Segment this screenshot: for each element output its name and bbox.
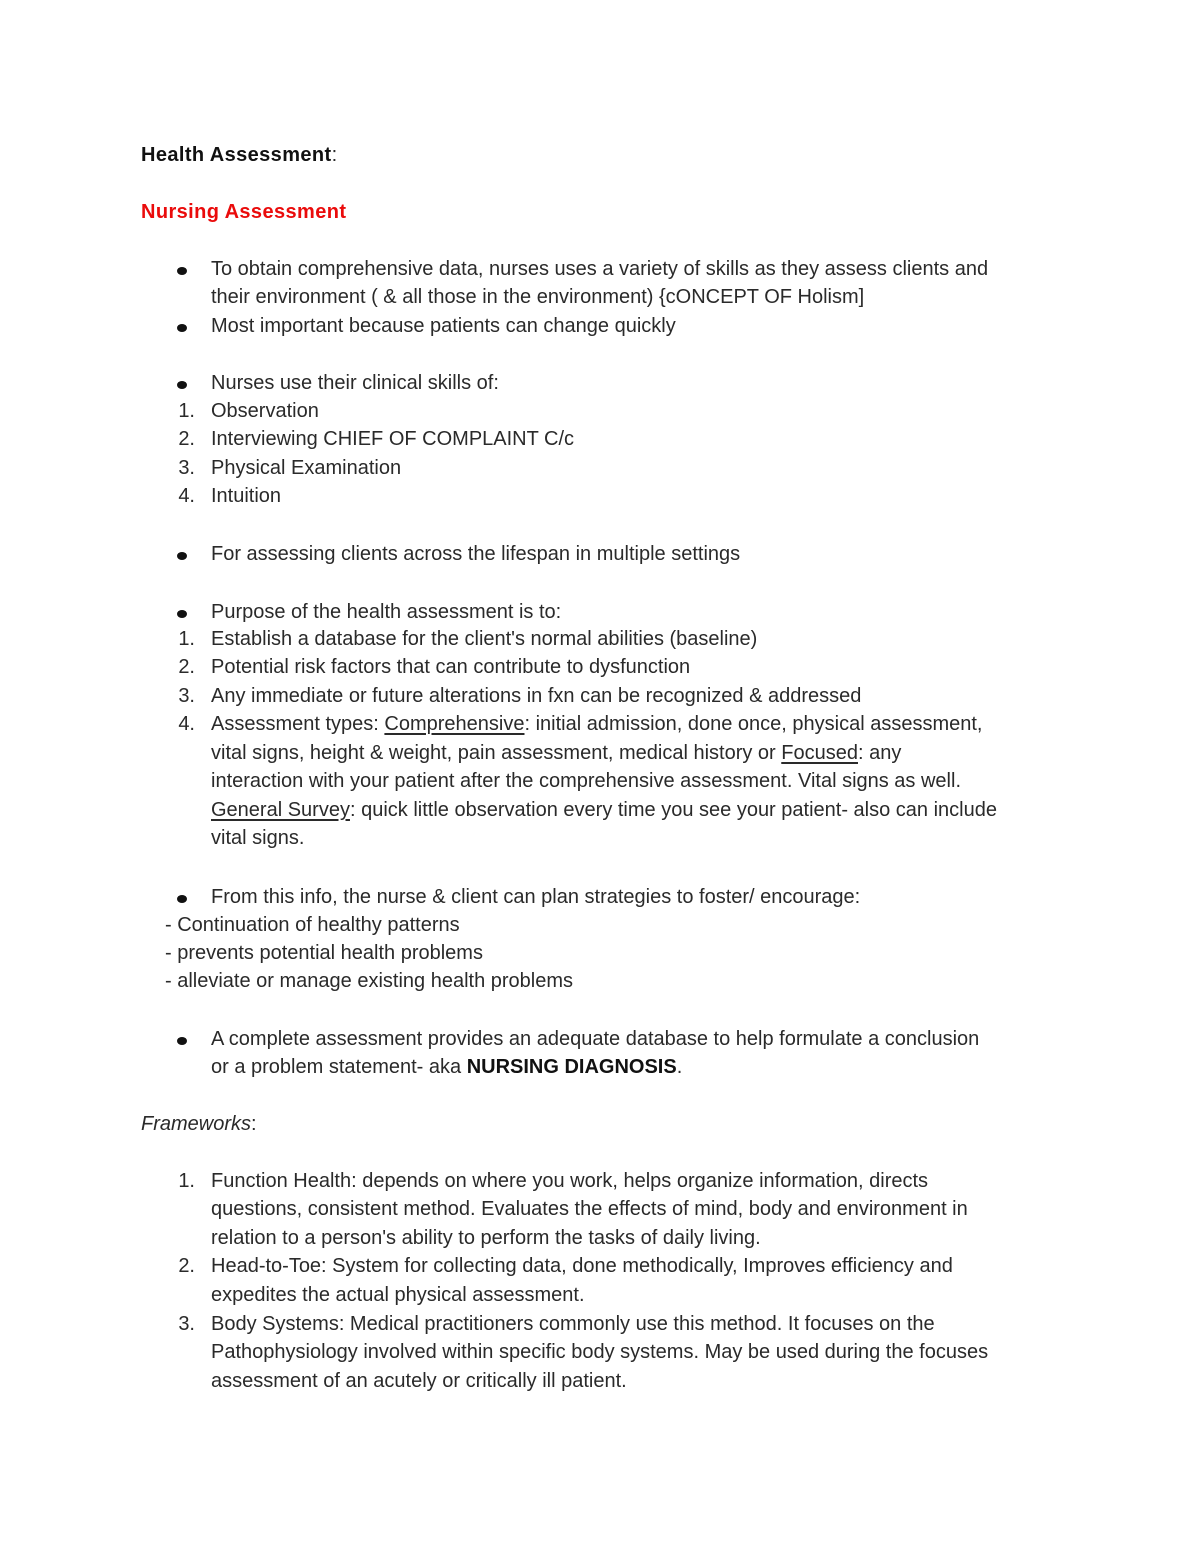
bullet-dot: [177, 552, 187, 560]
dash-item: - alleviate or manage existing health problems: [165, 970, 573, 992]
bullet-dot: [177, 381, 187, 389]
list-item-continuation: [211, 739, 901, 767]
list-item: Interviewing CHIEF OF COMPLAINT C/c: [211, 428, 575, 450]
list-number: 2.: [178, 428, 195, 450]
list-item-continuation: expedites the actual physical assessment.: [211, 1284, 585, 1306]
frameworks-label: Frameworks: [141, 1113, 252, 1135]
title-text: Health Assessment: [141, 144, 332, 166]
dash-item: - prevents potential health problems: [165, 942, 483, 964]
list-number: 2.: [178, 656, 195, 678]
dash-item: - Continuation of healthy patterns: [165, 914, 460, 936]
bullet-dot: [177, 1037, 187, 1045]
list-item: Body Systems: Medical practitioners commonly use this method. It focuses on the: [211, 1313, 935, 1335]
nursing-diagnosis-term: NURSING DIAGNOSIS: [466, 1056, 677, 1078]
list-number: 1.: [178, 1170, 195, 1192]
list-item: Head-to-Toe: System for collecting data, done methodically, Improves efficiency and: [211, 1255, 953, 1277]
list-number: 1.: [178, 628, 195, 650]
types-text: : any: [857, 742, 902, 764]
list-number: 1.: [178, 400, 195, 422]
bullet-text: Most important because patients can change quickly: [211, 315, 676, 337]
bullet-dot: [177, 267, 187, 275]
bullet-text: their environment ( & all those in the environment) {cONCEPT OF Holism]: [211, 286, 865, 308]
bullet-text: To obtain comprehensive data, nurses uses a variety of skills as they assess clients and: [211, 258, 989, 280]
section-heading: Nursing Assessment: [141, 201, 347, 223]
list-item-continuation: questions, consistent method. Evaluates the effects of mind, body and environment in: [211, 1198, 968, 1220]
title-colon: :: [331, 144, 338, 166]
list-number: 3.: [178, 1313, 195, 1335]
types-text: : initial admission, done once, physical assessment,: [524, 713, 983, 735]
bullet-dot: [177, 610, 187, 618]
bullet-dot: [177, 324, 187, 332]
list-item: Observation: [211, 400, 319, 422]
list-number: 3.: [178, 457, 195, 479]
list-number: 2.: [178, 1255, 195, 1277]
list-number: 3.: [178, 685, 195, 707]
bullet-text: From this info, the nurse & client can plan strategies to foster/ encourage:: [211, 886, 861, 908]
focused-term: Focused: [781, 742, 858, 764]
bullet-text: A complete assessment provides an adequate database to help formulate a conclusion: [211, 1028, 980, 1050]
bullet-dot: [177, 895, 187, 903]
types-prefix: Assessment types:: [211, 713, 385, 735]
bullet-text: Purpose of the health assessment is to:: [211, 601, 562, 623]
types-text: vital signs, height & weight, pain assessment, medical history or: [211, 742, 782, 764]
list-item-continuation: interaction with your patient after the comprehensive assessment. Vital signs as well.: [211, 770, 961, 792]
list-item: Physical Examination: [211, 457, 402, 479]
frameworks-heading: [141, 1110, 257, 1138]
list-item-continuation: assessment of an acutely or critically ill patient.: [211, 1370, 627, 1392]
list-item-continuation: Pathophysiology involved within specific body systems. May be used during the focuses: [211, 1341, 989, 1363]
comprehensive-term: Comprehensive: [384, 713, 525, 735]
list-number: 4.: [178, 713, 195, 735]
list-number: 4.: [178, 485, 195, 507]
general-survey-term: General Survey: [211, 799, 350, 821]
list-item: Potential risk factors that can contribute to dysfunction: [211, 656, 691, 678]
bullet-text-part: or a problem statement- aka: [211, 1056, 467, 1078]
bullet-text: [211, 1053, 682, 1081]
list-item-continuation: vital signs.: [211, 827, 305, 849]
list-item: Any immediate or future alterations in fxn can be recognized & addressed: [211, 685, 862, 707]
list-item: Intuition: [211, 485, 282, 507]
bullet-text: Nurses use their clinical skills of:: [211, 372, 499, 394]
types-text: : quick little observation every time you see your patient- also can include: [349, 799, 997, 821]
list-item: Function Health: depends on where you work, helps organize information, directs: [211, 1170, 929, 1192]
list-item-continuation: [211, 796, 997, 824]
frameworks-colon: :: [251, 1113, 257, 1135]
list-item-continuation: relation to a person's ability to perform the tasks of daily living.: [211, 1227, 761, 1249]
bullet-text: For assessing clients across the lifespan in multiple settings: [211, 543, 741, 565]
list-item: Establish a database for the client's normal abilities (baseline): [211, 628, 758, 650]
bullet-text-part: .: [676, 1056, 683, 1078]
document-title: [141, 141, 337, 169]
list-item: [211, 710, 983, 738]
